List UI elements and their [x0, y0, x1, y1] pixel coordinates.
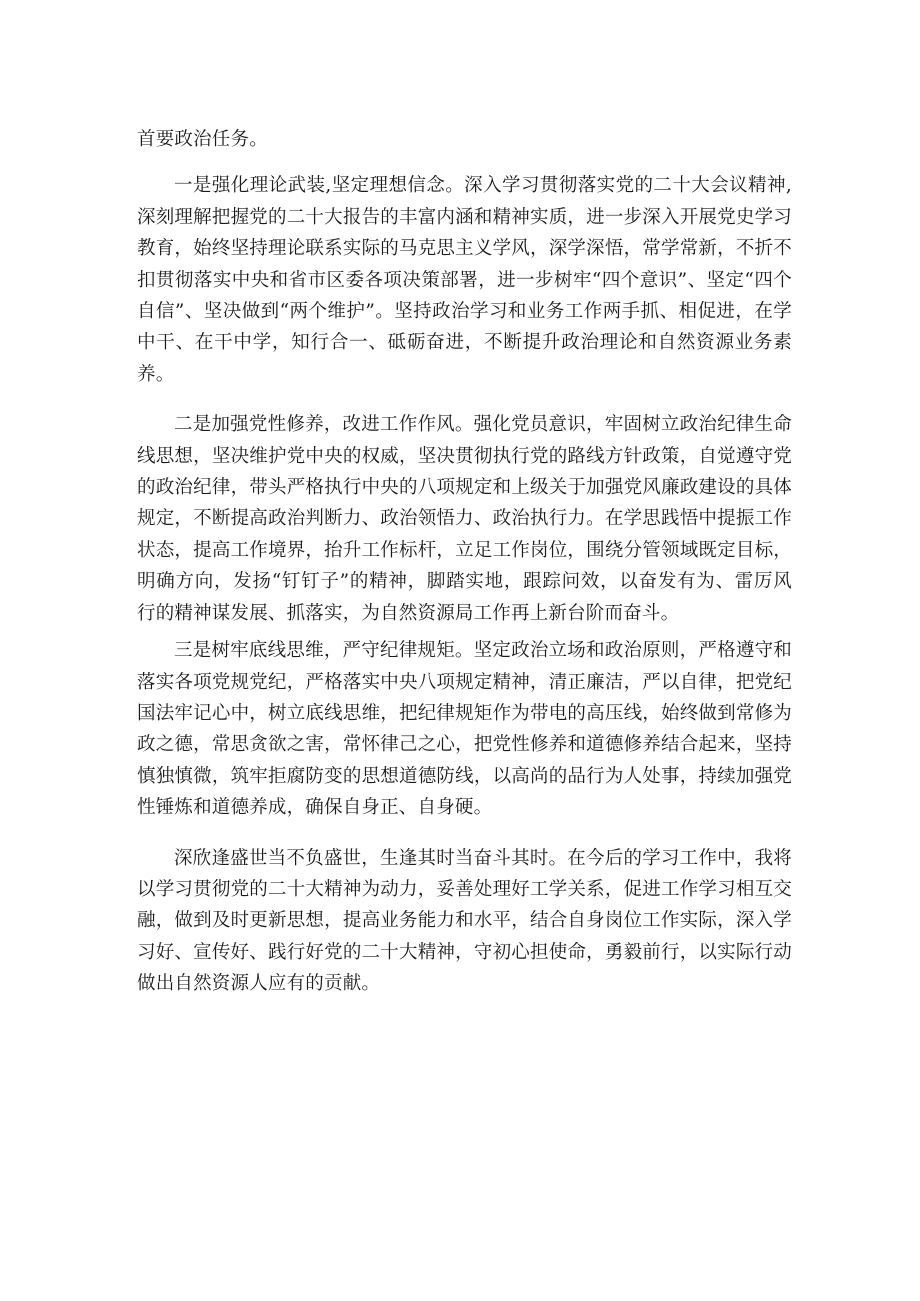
paragraph-theory-armament: 一是强化理论武装,坚定理想信念。深入学习贯彻落实党的二十大会议精神,深刻理解把握党的二十大报告的丰富内涵和精神实质，进一步深入开展党史学习教育，始终坚持理论联系实际的马克思主义学风，深学深悟，常学常新，不折不扣贯彻落实中央和省市区委各项决策部署，进一步树牢“四个意识”、坚定“四个自信”、坚决做到“两个维护”。坚持政治学习和业务工作两手抓、相促进，在学中干、在干中学，知行合一、砥砺奋进，不断提升政治理论和自然资源业务素养。	[137, 175, 792, 385]
paragraph-continuation: 首要政治任务。	[137, 129, 268, 150]
paragraph-bottom-line: 三是树牢底线思维，严守纪律规矩。坚定政治立场和政治原则，严格遵守和落实各项党规党纪，严格落实中央八项规定精神，清正廉洁，严以自律，把党纪国法牢记心中，树立底线思维，把纪律规矩作为带电的高压线，始终做到常修为政之德，常思贪欲之害，常怀律己之心，把党性修养和道德修养结合起来，坚持慎独慎微，筑牢拒腐防变的思想道德防线，以高尚的品行为人处事，持续加强党性锤炼和道德养成，确保自身正、自身硬。	[137, 640, 792, 819]
paragraph-party-spirit: 二是加强党性修养，改进工作作风。强化党员意识，牢固树立政治纪律生命线思想，坚决维护党中央的权威，坚决贯彻执行党的路线方针政策，自觉遵守党的政治纪律，带头严格执行中央的八项规定和上级关于加强党风廉政建设的具体规定，不断提高政治判断力、政治领悟力、政治执行力。在学思践悟中提振工作状态，提高工作境界，抬升工作标杆，立足工作岗位，围绕分管领域既定目标，明确方向，发扬“钉钉子”的精神，脚踏实地，跟踪问效，以奋发有为、雷厉风行的精神谋发展、抓落实，为自然资源局工作再上新台阶而奋斗。	[137, 414, 792, 624]
document-body	[137, 124, 792, 1000]
paragraph-conclusion: 深欣逢盛世当不负盛世，生逢其时当奋斗其时。在今后的学习工作中，我将以学习贯彻党的二十大精神为动力，妥善处理好工学关系，促进工作学习相互交融，做到及时更新思想，提高业务能力和水平，结合自身岗位工作实际，深入学习好、宣传好、践行好党的二十大精神，守初心担使命，勇毅前行，以实际行动做出自然资源人应有的贡献。	[137, 847, 792, 995]
